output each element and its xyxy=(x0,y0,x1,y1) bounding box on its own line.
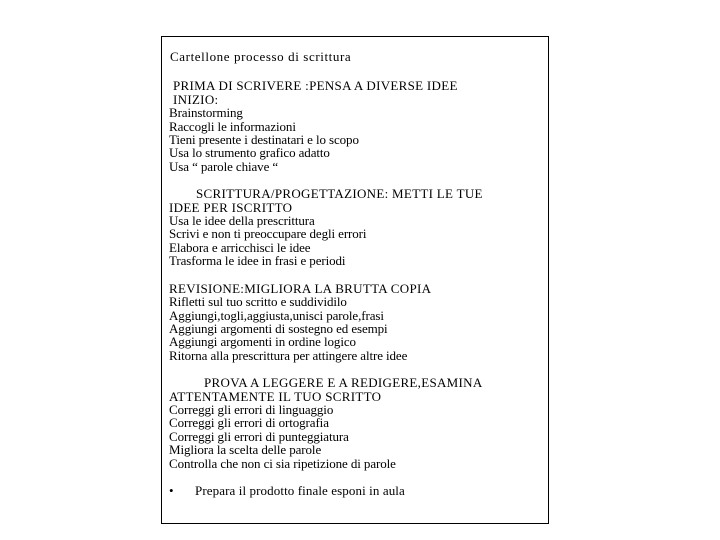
heading-line: SCRITTURA/PROGETTAZIONE: METTI LE TUE xyxy=(196,186,483,202)
section-prewriting xyxy=(169,79,539,173)
section-heading xyxy=(169,282,539,295)
heading-line: IDEE PER ISCRITTO xyxy=(169,199,293,215)
document-title: Cartellone processo di scrittura xyxy=(170,49,352,64)
heading-line: PROVA A LEGGERE E A REDIGERE,ESAMINA xyxy=(204,375,483,391)
section-heading xyxy=(169,187,539,214)
list-item: Usa lo strumento grafico adatto xyxy=(169,145,330,161)
bullet-item xyxy=(169,484,539,497)
list-item: Correggi gli errori di linguaggio xyxy=(169,401,334,417)
list-item: Correggi gli errori di punteggiatura xyxy=(169,428,349,444)
list-item: Aggiungi argomenti in ordine logico xyxy=(169,334,356,350)
list-item: Trasforma le idee in frasi e periodi xyxy=(169,253,346,269)
bullet-icon: • xyxy=(169,482,174,498)
list-item: Ritorna alla prescrittura per attingere altre idee xyxy=(169,347,408,363)
document-body xyxy=(169,50,539,497)
list-item: Aggiungi,togli,aggiusta,unisci parole,frasi xyxy=(169,307,384,323)
heading-line: PRIMA DI SCRIVERE :PENSA A DIVERSE IDEE xyxy=(173,78,458,94)
list-item: Scrivi e non ti preoccupare degli errori xyxy=(169,226,367,242)
list-item: Brainstorming xyxy=(169,105,243,121)
section-heading xyxy=(169,376,539,403)
section-heading xyxy=(169,79,539,106)
list-item: Rifletti sul tuo scritto e suddividilo xyxy=(169,294,347,310)
list-item: Usa le idee della prescrittura xyxy=(169,213,315,229)
list-item: Tieni presente i destinatari e lo scopo xyxy=(169,132,359,148)
list-item: Correggi gli errori di ortografia xyxy=(169,415,329,431)
heading-line: ATTENTAMENTE IL TUO SCRITTO xyxy=(169,388,382,404)
list-item: Raccogli le informazioni xyxy=(169,118,296,134)
list-item: Migliora la scelta delle parole xyxy=(169,442,322,458)
list-item: Aggiungi argomenti di sostegno ed esempi xyxy=(169,320,388,336)
heading-line: REVISIONE:MIGLIORA LA BRUTTA COPIA xyxy=(169,280,432,296)
bullet-text: Prepara il prodotto finale esponi in aula xyxy=(195,482,405,498)
list-item: Controlla che non ci sia ripetizione di parole xyxy=(169,455,396,471)
section-proofreading xyxy=(169,376,539,470)
section-writing xyxy=(169,187,539,267)
list-item: Elabora e arricchisci le idee xyxy=(169,239,311,255)
heading-line: INIZIO: xyxy=(173,91,219,107)
list-item: Usa “ parole chiave “ xyxy=(169,158,279,174)
section-revision xyxy=(169,282,539,362)
